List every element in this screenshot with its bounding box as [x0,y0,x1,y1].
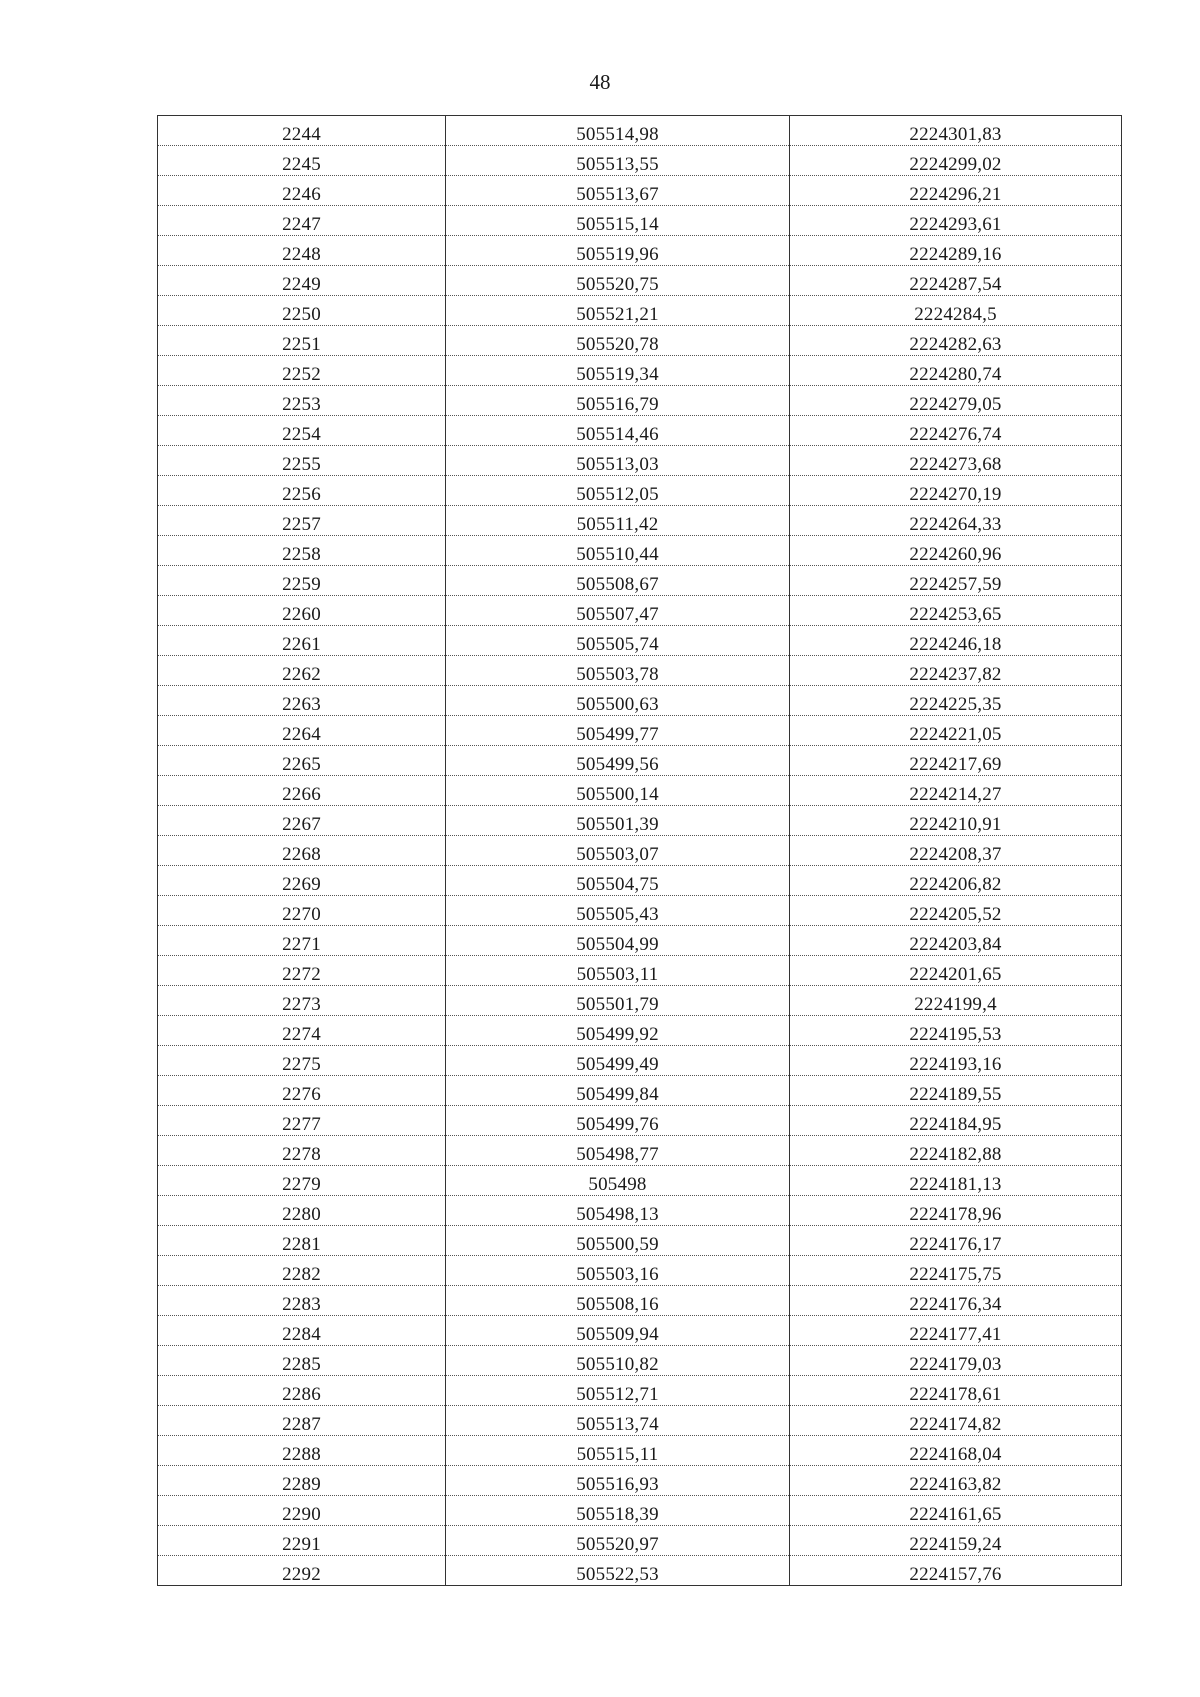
table-row [158,1136,1122,1166]
y-coordinate-cell: 2224168,04 [790,1436,1122,1466]
table-row [158,566,1122,596]
point-number-cell: 2289 [158,1466,446,1496]
x-coordinate-cell: 505508,16 [446,1286,790,1316]
table-row [158,476,1122,506]
y-coordinate-cell: 2224205,52 [790,896,1122,926]
y-coordinate-cell: 2224246,18 [790,626,1122,656]
point-number-cell: 2279 [158,1166,446,1196]
table-row [158,116,1122,146]
point-number-cell: 2290 [158,1496,446,1526]
x-coordinate-cell: 505501,79 [446,986,790,1016]
x-coordinate-cell: 505499,49 [446,1046,790,1076]
y-coordinate-cell: 2224270,19 [790,476,1122,506]
x-coordinate-cell: 505500,59 [446,1226,790,1256]
x-coordinate-cell: 505498,13 [446,1196,790,1226]
point-number-cell: 2248 [158,236,446,266]
y-coordinate-cell: 2224206,82 [790,866,1122,896]
y-coordinate-cell: 2224157,76 [790,1556,1122,1586]
y-coordinate-cell: 2224284,5 [790,296,1122,326]
table-row [158,626,1122,656]
table-row [158,1346,1122,1376]
table-row [158,1556,1122,1586]
x-coordinate-cell: 505499,76 [446,1106,790,1136]
point-number-cell: 2291 [158,1526,446,1556]
y-coordinate-cell: 2224178,96 [790,1196,1122,1226]
y-coordinate-cell: 2224210,91 [790,806,1122,836]
table-row [158,896,1122,926]
point-number-cell: 2246 [158,176,446,206]
x-coordinate-cell: 505520,75 [446,266,790,296]
y-coordinate-cell: 2224257,59 [790,566,1122,596]
point-number-cell: 2262 [158,656,446,686]
table-row [158,1406,1122,1436]
x-coordinate-cell: 505521,21 [446,296,790,326]
x-coordinate-cell: 505499,84 [446,1076,790,1106]
x-coordinate-cell: 505519,96 [446,236,790,266]
coordinates-table-body [158,116,1122,1586]
x-coordinate-cell: 505500,14 [446,776,790,806]
point-number-cell: 2276 [158,1076,446,1106]
y-coordinate-cell: 2224299,02 [790,146,1122,176]
x-coordinate-cell: 505510,82 [446,1346,790,1376]
y-coordinate-cell: 2224296,21 [790,176,1122,206]
point-number-cell: 2254 [158,416,446,446]
point-number-cell: 2252 [158,356,446,386]
table-row [158,416,1122,446]
y-coordinate-cell: 2224282,63 [790,326,1122,356]
table-row [158,1046,1122,1076]
point-number-cell: 2281 [158,1226,446,1256]
table-row [158,536,1122,566]
x-coordinate-cell: 505518,39 [446,1496,790,1526]
table-row [158,686,1122,716]
page-number: 48 [589,70,611,94]
point-number-cell: 2249 [158,266,446,296]
y-coordinate-cell: 2224189,55 [790,1076,1122,1106]
point-number-cell: 2273 [158,986,446,1016]
point-number-cell: 2284 [158,1316,446,1346]
y-coordinate-cell: 2224184,95 [790,1106,1122,1136]
table-row [158,1106,1122,1136]
table-row [158,506,1122,536]
y-coordinate-cell: 2224176,34 [790,1286,1122,1316]
table-row [158,746,1122,776]
point-number-cell: 2256 [158,476,446,506]
table-row [158,1256,1122,1286]
table-row [158,356,1122,386]
table-row [158,146,1122,176]
point-number-cell: 2247 [158,206,446,236]
point-number-cell: 2288 [158,1436,446,1466]
table-row [158,776,1122,806]
y-coordinate-cell: 2224179,03 [790,1346,1122,1376]
y-coordinate-cell: 2224193,16 [790,1046,1122,1076]
table-row [158,236,1122,266]
y-coordinate-cell: 2224176,17 [790,1226,1122,1256]
point-number-cell: 2259 [158,566,446,596]
point-number-cell: 2265 [158,746,446,776]
table-row [158,1496,1122,1526]
point-number-cell: 2292 [158,1556,446,1586]
x-coordinate-cell: 505499,56 [446,746,790,776]
table-row [158,386,1122,416]
y-coordinate-cell: 2224195,53 [790,1016,1122,1046]
table-row [158,1166,1122,1196]
y-coordinate-cell: 2224177,41 [790,1316,1122,1346]
x-coordinate-cell: 505500,63 [446,686,790,716]
point-number-cell: 2280 [158,1196,446,1226]
table-row [158,836,1122,866]
x-coordinate-cell: 505504,75 [446,866,790,896]
y-coordinate-cell: 2224182,88 [790,1136,1122,1166]
x-coordinate-cell: 505507,47 [446,596,790,626]
x-coordinate-cell: 505516,79 [446,386,790,416]
y-coordinate-cell: 2224163,82 [790,1466,1122,1496]
point-number-cell: 2287 [158,1406,446,1436]
table-row [158,206,1122,236]
table-row [158,716,1122,746]
table-row [158,926,1122,956]
x-coordinate-cell: 505522,53 [446,1556,790,1586]
y-coordinate-cell: 2224201,65 [790,956,1122,986]
point-number-cell: 2251 [158,326,446,356]
y-coordinate-cell: 2224273,68 [790,446,1122,476]
point-number-cell: 2267 [158,806,446,836]
y-coordinate-cell: 2224237,82 [790,656,1122,686]
table-row [158,656,1122,686]
y-coordinate-cell: 2224159,24 [790,1526,1122,1556]
x-coordinate-cell: 505498 [446,1166,790,1196]
y-coordinate-cell: 2224280,74 [790,356,1122,386]
table-row [158,176,1122,206]
y-coordinate-cell: 2224260,96 [790,536,1122,566]
point-number-cell: 2258 [158,536,446,566]
x-coordinate-cell: 505520,78 [446,326,790,356]
y-coordinate-cell: 2224199,4 [790,986,1122,1016]
y-coordinate-cell: 2224214,27 [790,776,1122,806]
coordinates-table [157,115,1122,1586]
y-coordinate-cell: 2224203,84 [790,926,1122,956]
x-coordinate-cell: 505501,39 [446,806,790,836]
table-row [158,956,1122,986]
point-number-cell: 2286 [158,1376,446,1406]
table-row [158,296,1122,326]
y-coordinate-cell: 2224287,54 [790,266,1122,296]
y-coordinate-cell: 2224208,37 [790,836,1122,866]
point-number-cell: 2285 [158,1346,446,1376]
x-coordinate-cell: 505512,05 [446,476,790,506]
table-row [158,446,1122,476]
point-number-cell: 2257 [158,506,446,536]
y-coordinate-cell: 2224217,69 [790,746,1122,776]
point-number-cell: 2283 [158,1286,446,1316]
point-number-cell: 2270 [158,896,446,926]
table-row [158,1076,1122,1106]
y-coordinate-cell: 2224175,75 [790,1256,1122,1286]
table-row [158,1436,1122,1466]
y-coordinate-cell: 2224276,74 [790,416,1122,446]
y-coordinate-cell: 2224225,35 [790,686,1122,716]
y-coordinate-cell: 2224253,65 [790,596,1122,626]
point-number-cell: 2260 [158,596,446,626]
x-coordinate-cell: 505513,03 [446,446,790,476]
x-coordinate-cell: 505513,67 [446,176,790,206]
point-number-cell: 2245 [158,146,446,176]
x-coordinate-cell: 505503,16 [446,1256,790,1286]
x-coordinate-cell: 505514,46 [446,416,790,446]
point-number-cell: 2264 [158,716,446,746]
table-row [158,806,1122,836]
point-number-cell: 2272 [158,956,446,986]
table-row [158,986,1122,1016]
table-row [158,1466,1122,1496]
y-coordinate-cell: 2224264,33 [790,506,1122,536]
y-coordinate-cell: 2224293,61 [790,206,1122,236]
point-number-cell: 2244 [158,116,446,146]
point-number-cell: 2275 [158,1046,446,1076]
x-coordinate-cell: 505514,98 [446,116,790,146]
y-coordinate-cell: 2224221,05 [790,716,1122,746]
x-coordinate-cell: 505499,92 [446,1016,790,1046]
x-coordinate-cell: 505503,07 [446,836,790,866]
point-number-cell: 2278 [158,1136,446,1166]
y-coordinate-cell: 2224279,05 [790,386,1122,416]
x-coordinate-cell: 505513,55 [446,146,790,176]
point-number-cell: 2261 [158,626,446,656]
y-coordinate-cell: 2224161,65 [790,1496,1122,1526]
x-coordinate-cell: 505520,97 [446,1526,790,1556]
point-number-cell: 2266 [158,776,446,806]
y-coordinate-cell: 2224174,82 [790,1406,1122,1436]
point-number-cell: 2269 [158,866,446,896]
x-coordinate-cell: 505511,42 [446,506,790,536]
y-coordinate-cell: 2224178,61 [790,1376,1122,1406]
x-coordinate-cell: 505505,74 [446,626,790,656]
table-row [158,1016,1122,1046]
table-row [158,1526,1122,1556]
x-coordinate-cell: 505510,44 [446,536,790,566]
y-coordinate-cell: 2224181,13 [790,1166,1122,1196]
y-coordinate-cell: 2224301,83 [790,116,1122,146]
point-number-cell: 2282 [158,1256,446,1286]
x-coordinate-cell: 505519,34 [446,356,790,386]
x-coordinate-cell: 505509,94 [446,1316,790,1346]
x-coordinate-cell: 505505,43 [446,896,790,926]
table-row [158,266,1122,296]
x-coordinate-cell: 505504,99 [446,926,790,956]
point-number-cell: 2263 [158,686,446,716]
point-number-cell: 2253 [158,386,446,416]
table-row [158,866,1122,896]
point-number-cell: 2255 [158,446,446,476]
point-number-cell: 2274 [158,1016,446,1046]
point-number-cell: 2277 [158,1106,446,1136]
x-coordinate-cell: 505515,11 [446,1436,790,1466]
point-number-cell: 2250 [158,296,446,326]
x-coordinate-cell: 505515,14 [446,206,790,236]
x-coordinate-cell: 505508,67 [446,566,790,596]
y-coordinate-cell: 2224289,16 [790,236,1122,266]
x-coordinate-cell: 505516,93 [446,1466,790,1496]
x-coordinate-cell: 505499,77 [446,716,790,746]
x-coordinate-cell: 505512,71 [446,1376,790,1406]
point-number-cell: 2268 [158,836,446,866]
x-coordinate-cell: 505513,74 [446,1406,790,1436]
table-row [158,1226,1122,1256]
point-number-cell: 2271 [158,926,446,956]
table-row [158,596,1122,626]
x-coordinate-cell: 505503,11 [446,956,790,986]
x-coordinate-cell: 505498,77 [446,1136,790,1166]
table-row [158,1376,1122,1406]
table-row [158,326,1122,356]
table-row [158,1196,1122,1226]
x-coordinate-cell: 505503,78 [446,656,790,686]
table-row [158,1316,1122,1346]
table-row [158,1286,1122,1316]
